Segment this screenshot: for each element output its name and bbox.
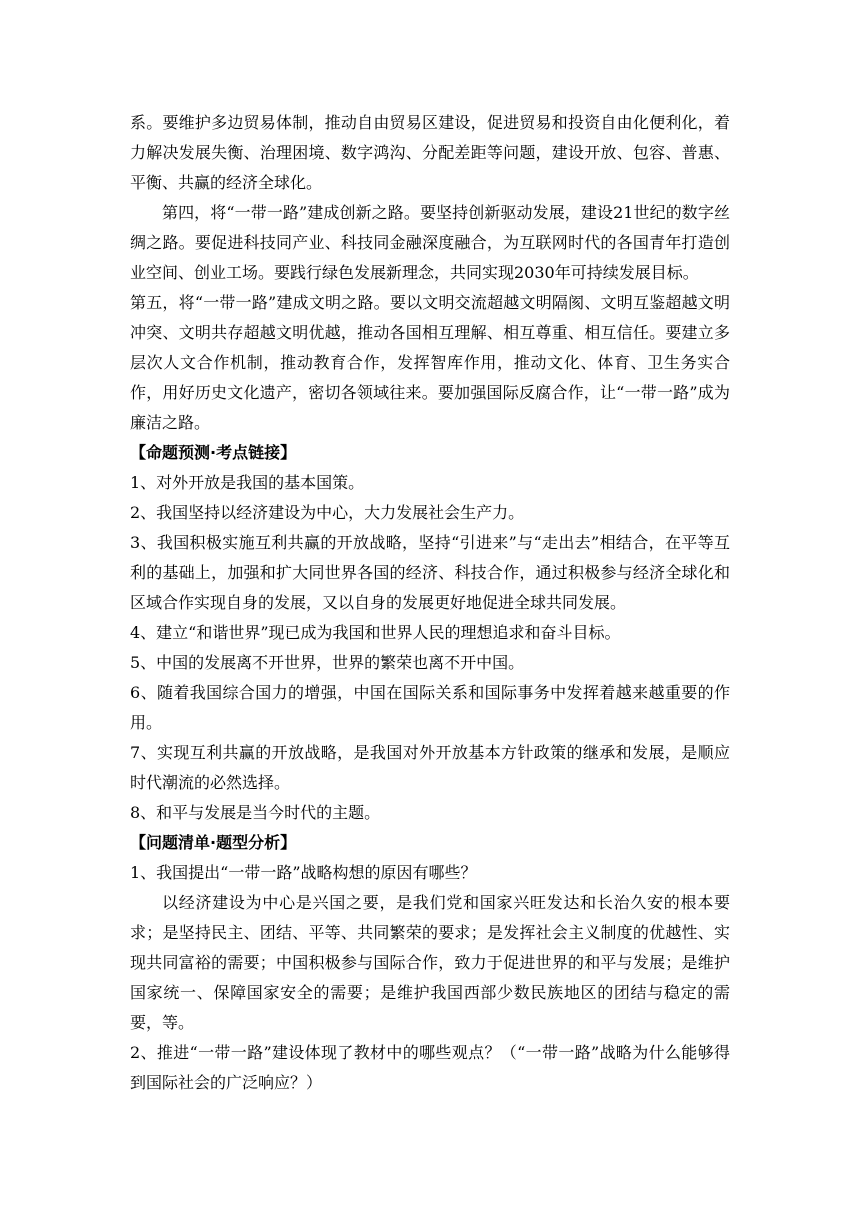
paragraph-fourth: 第四，将“一带一路”建成创新之路。要坚持创新驱动发展，建设21世纪的数字丝绸之路。要促进科技同产业、科技同金融深度融合，为互联网时代的各国青年打造创业空间、创业工场。要践行绿色发展新理念，共同实现2030年可持续发展目标。 [130, 203, 730, 282]
paragraph-continued: 系。要维护多边贸易体制，推动自由贸易区建设，促进贸易和投资自由化便利化，着力解决发展失衡、治理困境、数字鸿沟、分配差距等问题，建设开放、包容、普惠、平衡、共赢的经济全球化。 [130, 113, 730, 192]
list-item: 5、中国的发展离不开世界，世界的繁荣也离不开中国。 [130, 653, 525, 672]
list-item: 6、随着我国综合国力的增强，中国在国际关系和国际事务中发挥着越来越重要的作用。 [130, 683, 730, 732]
section-heading-question-list: 【问题清单·题型分析】 [130, 833, 297, 852]
list-item: 3、我国积极实施互利共赢的开放战略，坚持“引进来”与“走出去”相结合，在平等互利的基础上，加强和扩大同世界各国的经济、科技合作，通过积极参与经济全球化和区域合作实现自身的发展，又以自身的发展更好地促进全球共同发展。 [130, 533, 730, 612]
document-body [130, 108, 730, 1098]
list-item: 1、对外开放是我国的基本国策。 [130, 473, 365, 492]
list-item: 8、和平与发展是当今时代的主题。 [130, 803, 381, 822]
paragraph-fifth: 第五，将“一带一路”建成文明之路。要以文明交流超越文明隔阂、文明互鉴超越文明冲突、文明共存超越文明优越，推动各国相互理解、相互尊重、相互信任。要建立多层次人文合作机制，推动教育合作，发挥智库作用，推动文化、体育、卫生务实合作，用好历史文化遗产，密切各领域往来。要加强国际反腐合作，让“一带一路”成为廉洁之路。 [130, 293, 730, 432]
section-heading-exam-links: 【命题预测·考点链接】 [130, 443, 297, 462]
question-1: 1、我国提出“一带一路”战略构想的原因有哪些？ [130, 863, 477, 882]
list-item: 7、实现互利共赢的开放战略，是我国对外开放基本方针政策的继承和发展，是顺应时代潮流的必然选择。 [130, 743, 730, 792]
list-item: 2、我国坚持以经济建设为中心，大力发展社会生产力。 [130, 503, 525, 522]
list-item: 4、建立“和谐世界”现已成为我国和世界人民的理想追求和奋斗目标。 [130, 623, 621, 642]
question-2: 2、推进“一带一路”建设体现了教材中的哪些观点？（“一带一路”战略为什么能够得到国际社会的广泛响应？） [130, 1043, 730, 1092]
answer-1: 以经济建设为中心是兴国之要，是我们党和国家兴旺发达和长治久安的根本要求；是坚持民主、团结、平等、共同繁荣的要求；是发挥社会主义制度的优越性、实现共同富裕的需要；中国积极参与国际合作，致力于促进世界的和平与发展；是维护国家统一、保障国家安全的需要；是维护我国西部少数民族地区的团结与稳定的需要，等。 [130, 893, 730, 1032]
